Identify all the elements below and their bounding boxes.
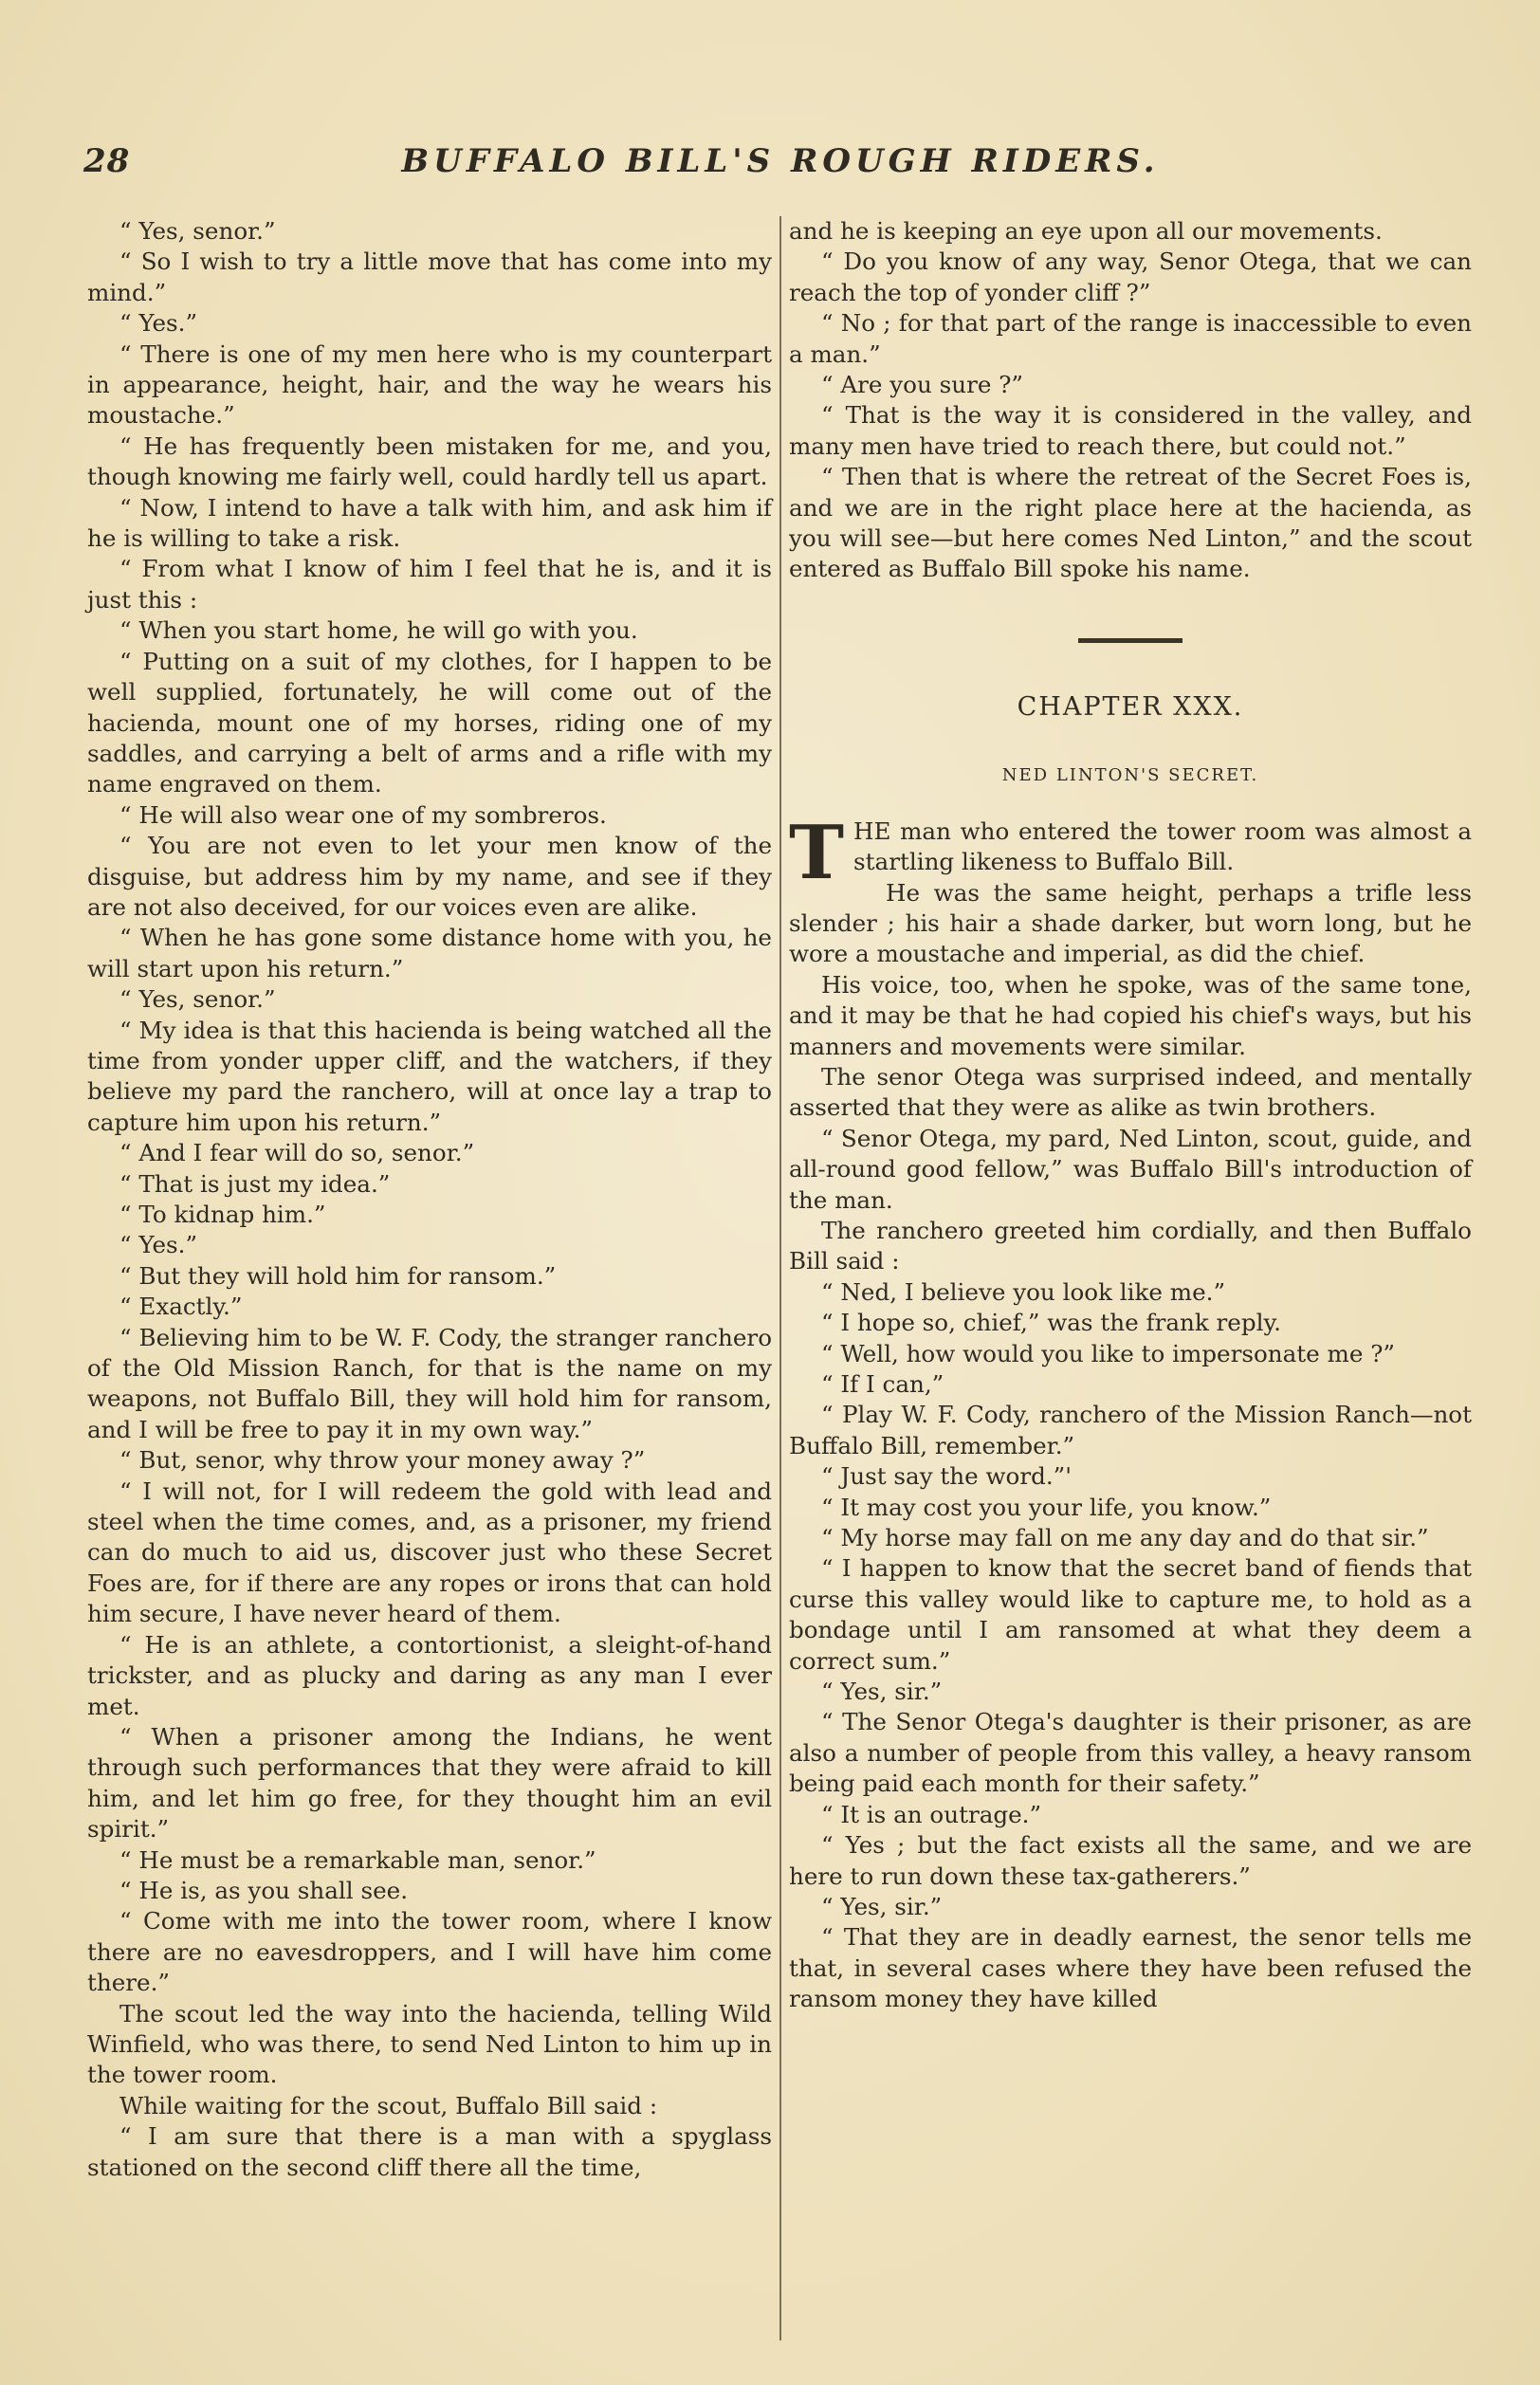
paragraph: “ Now, I intend to have a talk with him, and ask him if he is willing to take a risk. (87, 493, 772, 553)
paragraph: “ He is an athlete, a contortionist, a sleight-of-hand trickster, and as plucky and daring as any man I ever met. (87, 1630, 772, 1720)
paragraph: “ He must be a remarkable man, senor.” (119, 1845, 596, 1874)
paragraph: “ When you start home, he will go with you. (119, 616, 638, 645)
paragraph: “ That is the way it is considered in the valley, and many men have tried to reach there, but could not.” (789, 401, 1472, 460)
paragraph: “ I hope so, chief,” was the frank reply. (821, 1309, 1281, 1337)
paragraph: “ Yes ; but the fact exists all the same, and we are here to run down these tax-gatherers.” (789, 1831, 1472, 1890)
paragraph: “ Yes, sir.” (821, 1678, 943, 1706)
paragraph: “ My idea is that this hacienda is being watched all the time from yonder upper cliff, and the watchers, if they believe my pard the ranchero, will at once lay a trap to capture him upon his return.” (87, 1016, 772, 1136)
column-divider (779, 216, 781, 2340)
paragraph: and he is keeping an eye upon all our movements. (789, 217, 1383, 245)
paragraph: “ Believing him to be W. F. Cody, the stranger ranchero of the Old Mission Ranch, for that is the name on my weapons, not Buffalo Bill, they will hold him for ransom, and I will be free to pay it in my own way.” (87, 1323, 772, 1443)
paragraph: “ I happen to know that the secret band of fiends that curse this valley would like to capture me, to hold as a bondage until I am ransomed at what they deem a correct sum.” (789, 1554, 1472, 1675)
paragraph: “ Yes, sir.” (821, 1892, 943, 1920)
paragraph: “ Play W. F. Cody, ranchero of the Mission Ranch—not Buffalo Bill, remember.” (789, 1401, 1472, 1459)
paragraph: “ It may cost you your life, you know.” (821, 1493, 1272, 1521)
paragraph: “ Yes.” (119, 309, 198, 338)
paragraph: “ You are not even to let your men know of the disguise, but address him by my name, and see if they are not also deceived, for our voices even are alike. (87, 832, 772, 921)
paragraph: “ My horse may fall on me any day and do that sir.” (821, 1524, 1429, 1552)
paragraph: “ And I fear will do so, senor.” (119, 1139, 475, 1167)
paragraph: “ He will also wear one of my sombreros. (119, 800, 607, 829)
paragraph: “ Then that is where the retreat of the Secret Foes is, and we are in the right place here at the hacienda, as you will see—but here comes Ned Linton,” and the scout entered as Buffalo Bill spoke his name. (789, 463, 1472, 583)
paragraph: “ From what I know of him I feel that he is, and it is just this : (87, 555, 772, 614)
paragraph: He was the same height, perhaps a trifle less slender ; his hair a shade darker, but worn long, but he wore a moustache and imperial, as did the chief. (789, 878, 1472, 968)
paragraph: “ But they will hold him for ransom.” (119, 1261, 557, 1290)
paragraph: “ To kidnap him.” (119, 1201, 326, 1228)
section-separator (1078, 638, 1182, 643)
paragraph: “ That is just my idea.” (119, 1169, 391, 1198)
opening-text: HE man who entered the tower room was almost a startling likeness to Buffalo Bill. (853, 816, 1472, 876)
paragraph: “ There is one of my men here who is my counterpart in appearance, height, hair, and the way he wears his moustache.” (87, 339, 772, 430)
paragraph: “ He has frequently been mistaken for me, and you, though knowing me fairly well, could hardly tell us apart. (87, 431, 772, 491)
paragraph: The ranchero greeted him cordially, and then Buffalo Bill said : (789, 1216, 1472, 1275)
paragraph: “ But, senor, why throw your money away ?” (119, 1446, 646, 1475)
paragraph: “ No ; for that part of the range is inaccessible to even a man.” (789, 309, 1472, 368)
right-column-bottom-text (789, 878, 1472, 2015)
paragraph: “ Senor Otega, my pard, Ned Linton, scout, guide, and all-round good fellow,” was Buffalo Bill's introduction of the man. (789, 1124, 1472, 1214)
paragraph: “ Come with me into the tower room, where I know there are no eavesdroppers, and I will have him come there.” (87, 1907, 772, 1997)
paragraph: “ Well, how would you like to impersonate me ?” (821, 1339, 1395, 1367)
running-title: BUFFALO BILL'S ROUGH RIDERS. (401, 142, 1160, 180)
paragraph: “ Ned, I believe you look like me.” (821, 1277, 1226, 1306)
paragraph: “ When a prisoner among the Indians, he went through such performances that they were afraid to kill him, and let him go free, for they thought him an evil spirit.” (87, 1722, 772, 1844)
chapter-title: CHAPTER XXX. (1017, 691, 1244, 722)
paragraph: “ Just say the word.”' (821, 1462, 1072, 1491)
page-number: 28 (83, 142, 131, 180)
paragraph: “ It is an outrage.” (821, 1800, 1042, 1828)
paragraph: “ So I wish to try a little move that has come into my mind.” (87, 248, 772, 306)
paragraph: His voice, too, when he spoke, was of the same tone, and it may be that he had copied his chief's ways, but his manners and movements were similar. (789, 970, 1472, 1060)
paragraph: While waiting for the scout, Buffalo Bill said : (119, 2091, 658, 2119)
paragraph: “ Yes, senor.” (119, 985, 276, 1014)
paragraph: “ When he has gone some distance home with you, he will start upon his return.” (87, 924, 772, 982)
paragraph: “ Are you sure ?” (821, 371, 1023, 399)
paragraph: The senor Otega was surprised indeed, and mentally asserted that they were as alike as twin brothers. (789, 1062, 1472, 1122)
paragraph: “ The Senor Otega's daughter is their prisoner, as are also a number of people from this valley, a heavy ransom being paid each month for their safety.” (789, 1708, 1472, 1798)
right-column-top-text (789, 216, 1472, 585)
paragraph: The scout led the way into the hacienda, telling Wild Winfield, who was there, to send Ned Linton to him up in the tower room. (87, 1999, 772, 2089)
paragraph: “ I will not, for I will redeem the gold with lead and steel when the time comes, and, as a prisoner, my friend can do much to aid us, discover just who these Secret Foes are, for if there are any ropes or irons that can hold him secure, I have never heard of them. (87, 1477, 772, 1628)
page-header (83, 142, 1477, 190)
paragraph: “ He is, as you shall see. (119, 1876, 409, 1904)
paragraph: “ That they are in deadly earnest, the senor tells me that, in several cases where they have been refused the ransom money they have killed (789, 1923, 1472, 2013)
paragraph: “ Do you know of any way, Senor Otega, that we can reach the top of yonder cliff ?” (789, 248, 1472, 306)
drop-cap: T (789, 809, 845, 896)
right-column (789, 216, 1472, 2015)
paragraph: “ Putting on a suit of my clothes, for I happen to be well supplied, fortunately, he will come out of the hacienda, mount one of my horses, riding one of my saddles, and carrying a belt of arms and a rifle with my name engraved on them. (87, 647, 772, 798)
paragraph: “ Yes.” (119, 1231, 198, 1259)
chapter-subtitle: NED LINTON'S SECRET. (1001, 765, 1259, 786)
paragraph: “ Exactly.” (119, 1293, 243, 1321)
paragraph: “ If I can,” (821, 1370, 944, 1398)
paragraph: “ I am sure that there is a man with a spyglass stationed on the second cliff there all the time, (87, 2122, 772, 2181)
left-column (87, 216, 772, 2183)
chapter-opening-paragraph (789, 809, 1472, 896)
paragraph: “ Yes, senor.” (119, 217, 276, 245)
